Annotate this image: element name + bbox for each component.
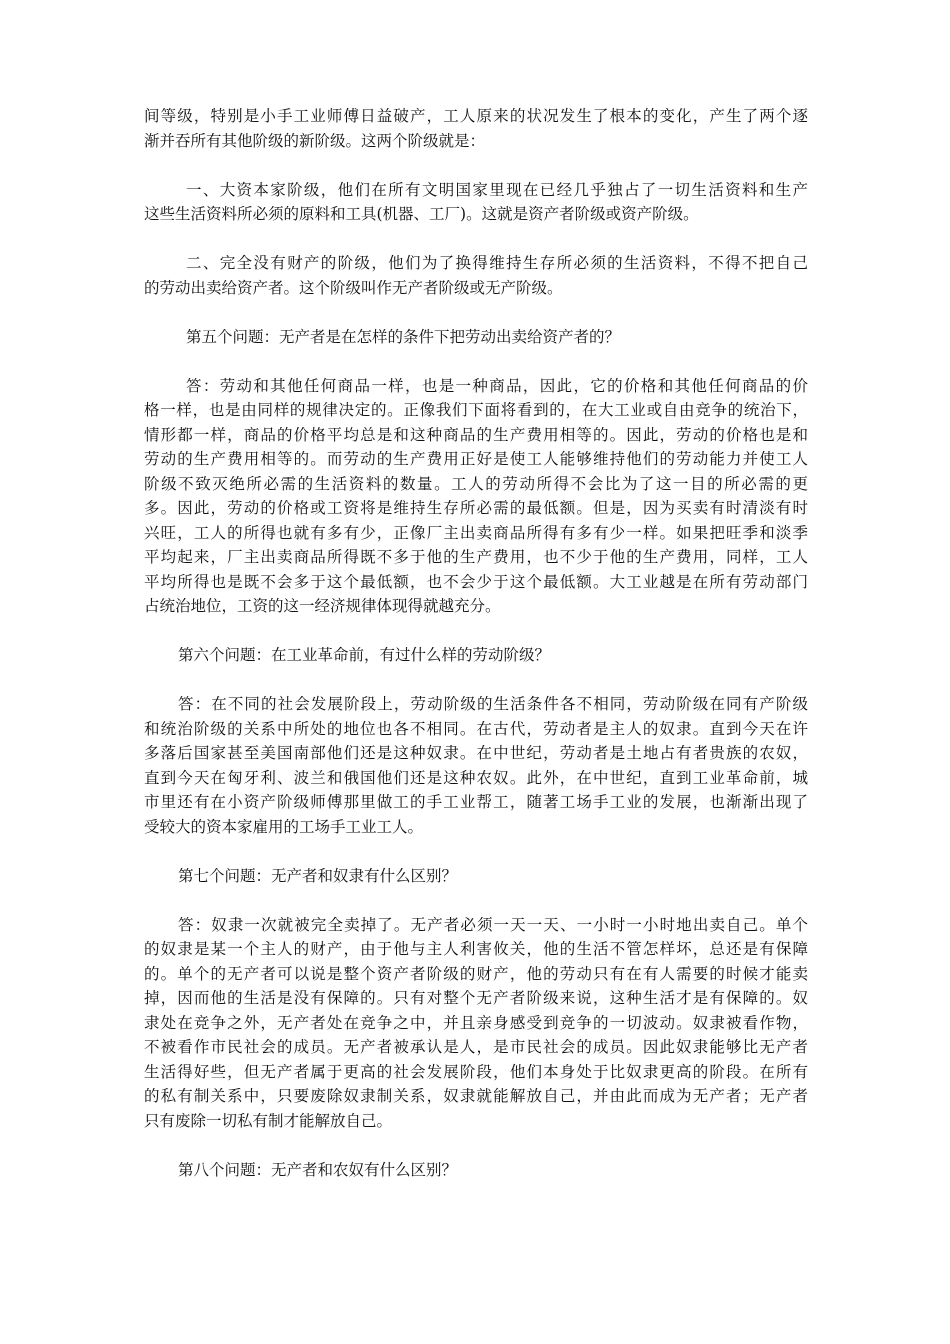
paragraph-bourgeoisie [144, 178, 808, 227]
answer-6-paragraph [144, 692, 808, 839]
text-line: 情形都一样，商品的价格平均总是和这种商品的生产费用相等的。因此，劳动的价格也是和 [144, 425, 808, 444]
text-line: 这些生活资料所必须的原料和工具(机器、工厂)。这就是资产者阶级或资产阶级。 [144, 205, 699, 223]
text-line: 掉，因而他的生活是没有保障的。只有对整个无产者阶级来说，这种生活才是有保障的。奴 [144, 989, 808, 1007]
text-line: 多。因此，劳动的价格或工资将是维持生存所必需的最低额。但是，因为买卖有时清淡有时 [144, 499, 808, 517]
text-line: 格一样，也是由同样的规律决定的。正像我们下面将看到的，在大工业或自由竞争的统治下， [144, 401, 808, 419]
text-line: 直到今天在匈牙利、波兰和俄国他们还是这种农奴。此外，在中世纪，直到工业革命前，城 [144, 768, 808, 787]
text-line: 劳动的生产费用相等的。而劳动的生产费用正好是使工人能够维持他们的劳动能力并使工人 [144, 450, 808, 468]
paragraph-proletariat [144, 251, 808, 300]
text-line: 的。单个的无产者可以说是整个资产者阶级的财产，他的劳动只有在有人需要的时候才能卖 [144, 964, 808, 983]
text-line: 阶级不致灭绝所必需的生活资料的数量。工人的劳动所得不会比为了这一目的所必需的更 [144, 474, 808, 493]
text-line: 多落后国家甚至美国南部他们还是这种奴隶。在中世纪，劳动者是土地占有者贵族的农奴， [144, 744, 808, 762]
document-page [144, 104, 808, 1207]
text-line: 不被看作市民社会的成员。无产者被承认是人，是市民社会的成员。因此奴隶能够比无产者 [144, 1038, 808, 1056]
text-line: 生活得好些，但无产者属于更高的社会发展阶段，他们本身处于比奴隶更高的阶段。在所有 [144, 1062, 808, 1081]
question-8-heading [144, 1158, 808, 1183]
text-line: 的私有制关系中，只要废除奴隶制关系，奴隶就能解放自己，并由此而成为无产者；无产者 [144, 1087, 808, 1105]
text-line: 的劳动出卖给资产者。这个阶级叫作无产者阶级或无产阶级。 [144, 278, 563, 297]
text-line: 一、大资本家阶级，他们在所有文明国家里现在已经几乎独占了一切生活资料和生产 [186, 180, 808, 199]
text-line: 隶处在竞争之外，无产者处在竞争之中，并且亲身感受到竞争的一切波动。奴隶被看作物， [144, 1013, 808, 1032]
text-line: 的奴隶是某一个主人的财产，由于他与主人利害攸关，他的生活不管怎样坏，总还是有保障 [144, 940, 808, 958]
text-line: 占统治地位，工资的这一经济规律体现得就越充分。 [144, 597, 501, 615]
question-5-heading [144, 325, 808, 350]
text-line: 第七个问题：无产者和奴隶有什么区别？ [178, 866, 458, 885]
text-line: 和统治阶级的关系中所处的地位也各不相同。在古代，劳动者是主人的奴隶。直到今天在许 [144, 719, 808, 738]
text-line: 二、完全没有财产的阶级，他们为了换得维持生存所必须的生活资料，不得不把自己 [186, 254, 808, 272]
answer-7-paragraph [144, 913, 808, 1134]
question-7-heading [144, 864, 808, 889]
text-line: 市里还有在小资产阶级师傅那里做工的手工业帮工，随著工场手工业的发展，也渐渐出现了 [144, 793, 808, 811]
text-line: 第八个问题：无产者和农奴有什么区别？ [178, 1160, 458, 1179]
text-line: 第五个问题：无产者是在怎样的条件下把劳动出卖给资产者的？ [186, 327, 621, 346]
text-line: 答：奴隶一次就被完全卖掉了。无产者必须一天一天、一小时一小时地出卖自己。单个 [178, 915, 808, 934]
text-line: 兴旺，工人的所得也就有多有少，正像厂主出卖商品所得有多有少一样。如果把旺季和淡季 [144, 523, 808, 542]
paragraph-intro-continuation [144, 104, 808, 153]
text-line: 只有废除一切私有制才能解放自己。 [144, 1111, 393, 1130]
question-6-heading [144, 643, 808, 668]
answer-5-paragraph [144, 374, 808, 619]
text-line: 渐并吞所有其他阶级的新阶级。这两个阶级就是： [144, 131, 486, 150]
text-line: 平均起来，厂主出卖商品所得既不多于他的生产费用，也不少于他的生产费用，同样，工人 [144, 548, 808, 566]
text-line: 间等级，特别是小手工业师傅日益破产，工人原来的状况发生了根本的变化，产生了两个逐 [144, 107, 808, 125]
text-line: 答：劳动和其他任何商品一样，也是一种商品，因此，它的价格和其他任何商品的价 [186, 376, 808, 395]
text-line: 受较大的资本家雇用的工场手工业工人。 [144, 817, 424, 836]
text-line: 第六个问题：在工业革命前，有过什么样的劳动阶级？ [178, 646, 551, 664]
text-line: 答：在不同的社会发展阶段上，劳动阶级的生活条件各不相同，劳动阶级在同有产阶级 [178, 695, 808, 713]
text-line: 平均所得也是既不会多于这个最低额，也不会少于这个最低额。大工业越是在所有劳动部门 [144, 572, 808, 591]
